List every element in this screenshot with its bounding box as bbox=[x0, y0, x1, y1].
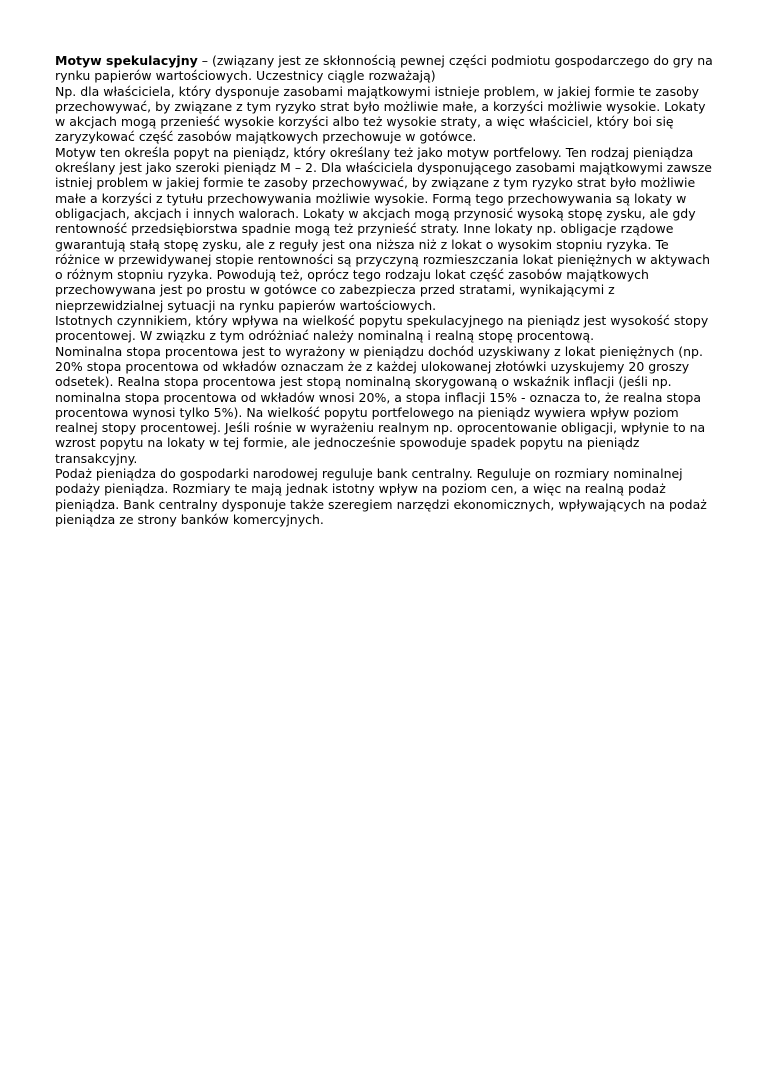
paragraph-portfolio-motive: Motyw ten określa popyt na pieniądz, który określany też jako motyw portfelowy. Ten rodzaj pieniądza określany jest jako szeroki pieniądz M – 2. Dla właściciela dysponującego zasobami majątkowymi zawsze istniej problem w jakiej formie te zasoby przechowywać, by związane z tym ryzyko strat było możliwie małe a korzyści z tytułu przechowywania możliwie wysokie. Formą tego przechowywania są lokaty w obligacjach, akcjach i innych walorach. Lokaty w akcjach mogą przynosić wysoką stopę zysku, ale gdy rentowność przedsiębiorstwa spadnie mogą też przynieść straty. Inne lokaty np. obligacje rządowe gwarantują stałą stopę zysku, ale z reguły jest ona niższa niż z lokat o wysokim stopniu ryzyka. Te różnice w przewidywanej stopie rentowności są przyczyną rozmieszczania lokat pieniężnych w aktywach o różnym stopniu ryzyka. Powodują też, oprócz tego rodzaju lokat część zasobów majątkowych przechowywana jest po prostu w gotówce co zabezpiecza przed stratami, wynikającymi z nieprzewidzialnej sytuacji na rynku papierów wartościowych. bbox=[55, 144, 712, 313]
intro-text: – (związany jest ze skłonnością pewnej części podmiotu gospodarczego do gry na rynku papierów wartościowych. Uczestnicy ciągle rozważają) bbox=[55, 53, 713, 84]
paragraph-nominal-real-rate: Nominalna stopa procentowa jest to wyrażony w pieniądzu dochód uzyskiwany z lokat pieniężnych (np. 20% stopa procentowa od wkładów oznaczam że z każdej ulokowanej złotówki uzyskujemy 20 groszy odsetek). Realna stopa procentowa jest stopą nominalną skorygowaną o wskaźnik inflacji (jeśli np. nominalna stopa procentowa od wkładów wnosi 20%, a stopa inflacji 15% - oznacza to, że realna stopa procentowa wynosi tylko 5%). Na wielkość popytu portfelowego na pieniądz wywiera wpływ poziom realnej stopy procentowej. Jeśli rośnie w wyrażeniu realnym np. oprocentowanie obligacji, wpłynie to na wzrost popytu na lokaty w tej formie, ale jednocześnie spowoduje spadek popytu na pieniądz transakcyjny. bbox=[55, 343, 706, 466]
heading-term: Motyw spekulacyjny bbox=[55, 53, 198, 68]
paragraph-example: Np. dla właściciela, który dysponuje zasobami majątkowymi istnieje problem, w jakiej formie te zasoby przechowywać, by związane z tym ryzyko strat było możliwie małe, a korzyści możliwie wysokie. Lokaty w akcjach mogą przenieść wysokie korzyści albo też wysokie straty, a więc właściciel, który boi się zaryzykować część zasobów majątkowych przechowuje w gotówce. bbox=[55, 83, 706, 145]
document-page bbox=[55, 53, 715, 527]
paragraph-money-supply: Podaż pieniądza do gospodarki narodowej reguluje bank centralny. Reguluje on rozmiary nominalnej podaży pieniądza. Rozmiary te mają jednak istotny wpływ na poziom cen, a więc na realną podaż pieniądza. Bank centralny dysponuje także szeregiem narzędzi ekonomicznych, wpływających na podaż pieniądza ze strony banków komercyjnych. bbox=[55, 466, 707, 527]
intro-paragraph bbox=[55, 53, 715, 84]
paragraph-interest-rate-factor: Istotnych czynnikiem, który wpływa na wielkość popytu spekulacyjnego na pieniądz jest wysokość stopy procentowej. W związku z tym odróżniać należy nominalną i realną stopę procentową. bbox=[55, 313, 709, 344]
